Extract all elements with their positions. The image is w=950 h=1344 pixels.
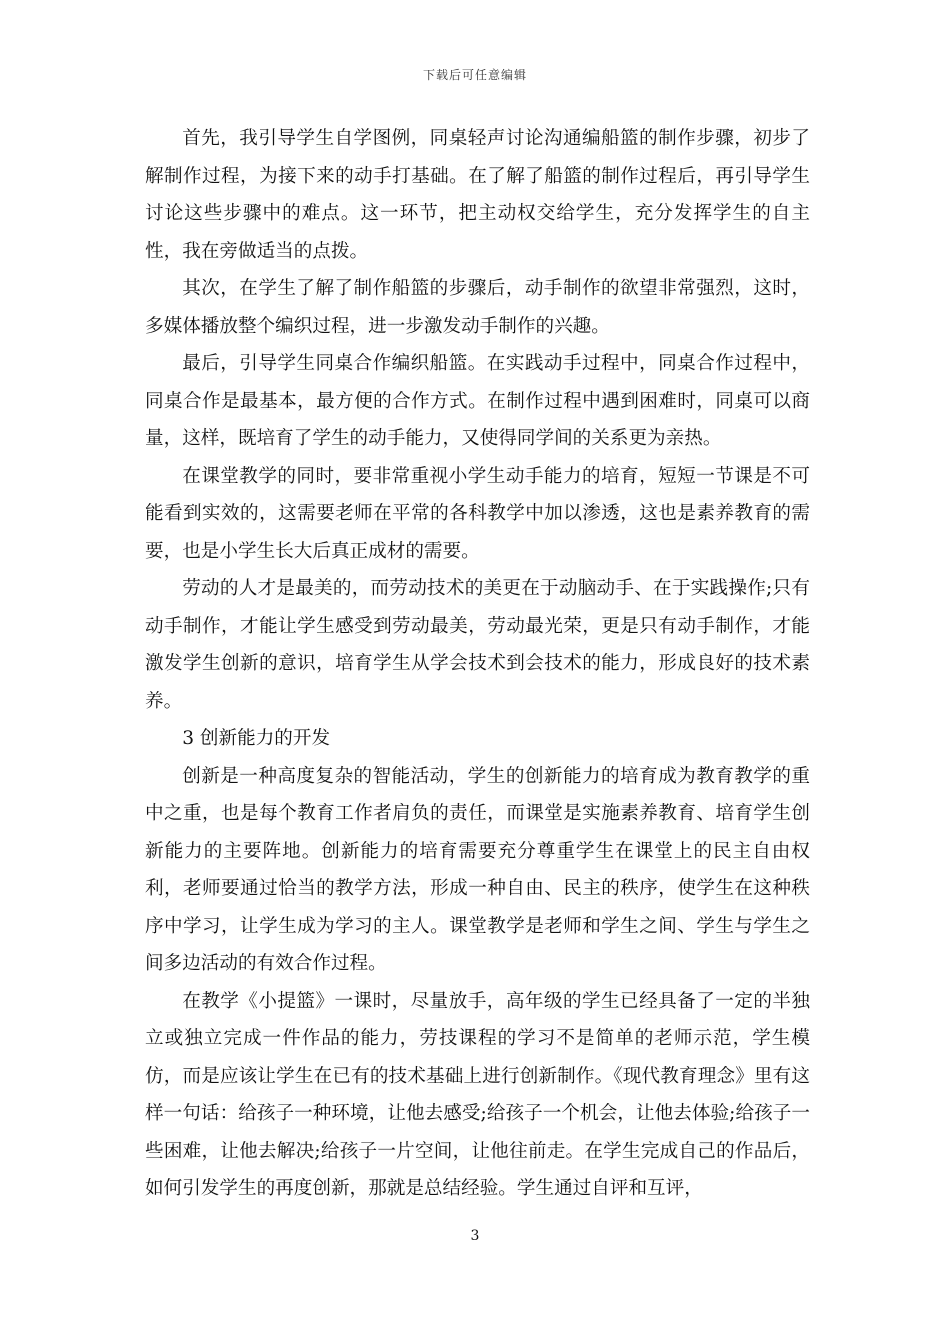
paragraph: 其次，在学生了解了制作船篮的步骤后，动手制作的欲望非常强烈，这时，多媒体播放整个编织过程，进一步激发动手制作的兴趣。 bbox=[145, 278, 810, 337]
paragraph: 首先，我引导学生自学图例，同桌轻声讨论沟通编船篮的制作步骤，初步了解制作过程，为接下来的动手打基础。在了解了船篮的制作过程后，再引导学生讨论这些步骤中的难点。这一环节，把主动权交给学生，充分发挥学生的自主性，我在旁做适当的点拨。 bbox=[145, 128, 810, 262]
document-body bbox=[145, 120, 810, 1208]
paragraph: 劳动的人才是最美的，而劳动技术的美更在于动脑动手、在于实践操作;只有动手制作，才能让学生感受到劳动最美，劳动最光荣，更是只有动手制作，才能激发学生创新的意识，培育学生从学会技术到会技术的能力，形成良好的技术素养。 bbox=[145, 578, 810, 712]
paragraph: 最后，引导学生同桌合作编织船篮。在实践动手过程中，同桌合作过程中，同桌合作是最基本，最方便的合作方式。在制作过程中遇到困难时，同桌可以商量，这样，既培育了学生的动手能力，又使得同学间的关系更为亲热。 bbox=[145, 353, 810, 449]
paragraph: 创新是一种高度复杂的智能活动，学生的创新能力的培育成为教育教学的重中之重，也是每个教育工作者肩负的责任，而课堂是实施素养教育、培育学生创新能力的主要阵地。创新能力的培育需要充分尊重学生在课堂上的民主自由权利，老师要通过恰当的教学方法，形成一种自由、民主的秩序，使学生在这种秩序中学习，让学生成为学习的主人。课堂教学是老师和学生之间、学生与学生之间多边活动的有效合作过程。 bbox=[145, 765, 810, 974]
paragraph: 在教学《小提篮》一课时，尽量放手，高年级的学生已经具备了一定的半独立或独立完成一件作品的能力，劳技课程的学习不是简单的老师示范，学生模仿，而是应该让学生在已有的技术基础上进行创新制作。《现代教育理念》里有这样一句话：给孩子一种环境，让他去感受;给孩子一个机会，让他去体验;给孩子一些困难，让他去解决;给孩子一片空间，让他往前走。在学生完成自己的作品后，如何引发学生的再度创新，那就是总结经验。学生通过自评和互评， bbox=[145, 990, 810, 1199]
page-header: 下载后可任意编辑 bbox=[422, 68, 527, 82]
paragraph: 在课堂教学的同时，要非常重视小学生动手能力的培育，短短一节课是不可能看到实效的，这需要老师在平常的各科教学中加以渗透，这也是素养教育的需要，也是小学生长大后真正成材的需要。 bbox=[145, 465, 810, 562]
section-heading: 3 创新能力的开发 bbox=[182, 728, 331, 749]
page-number: 3 bbox=[470, 1228, 480, 1244]
